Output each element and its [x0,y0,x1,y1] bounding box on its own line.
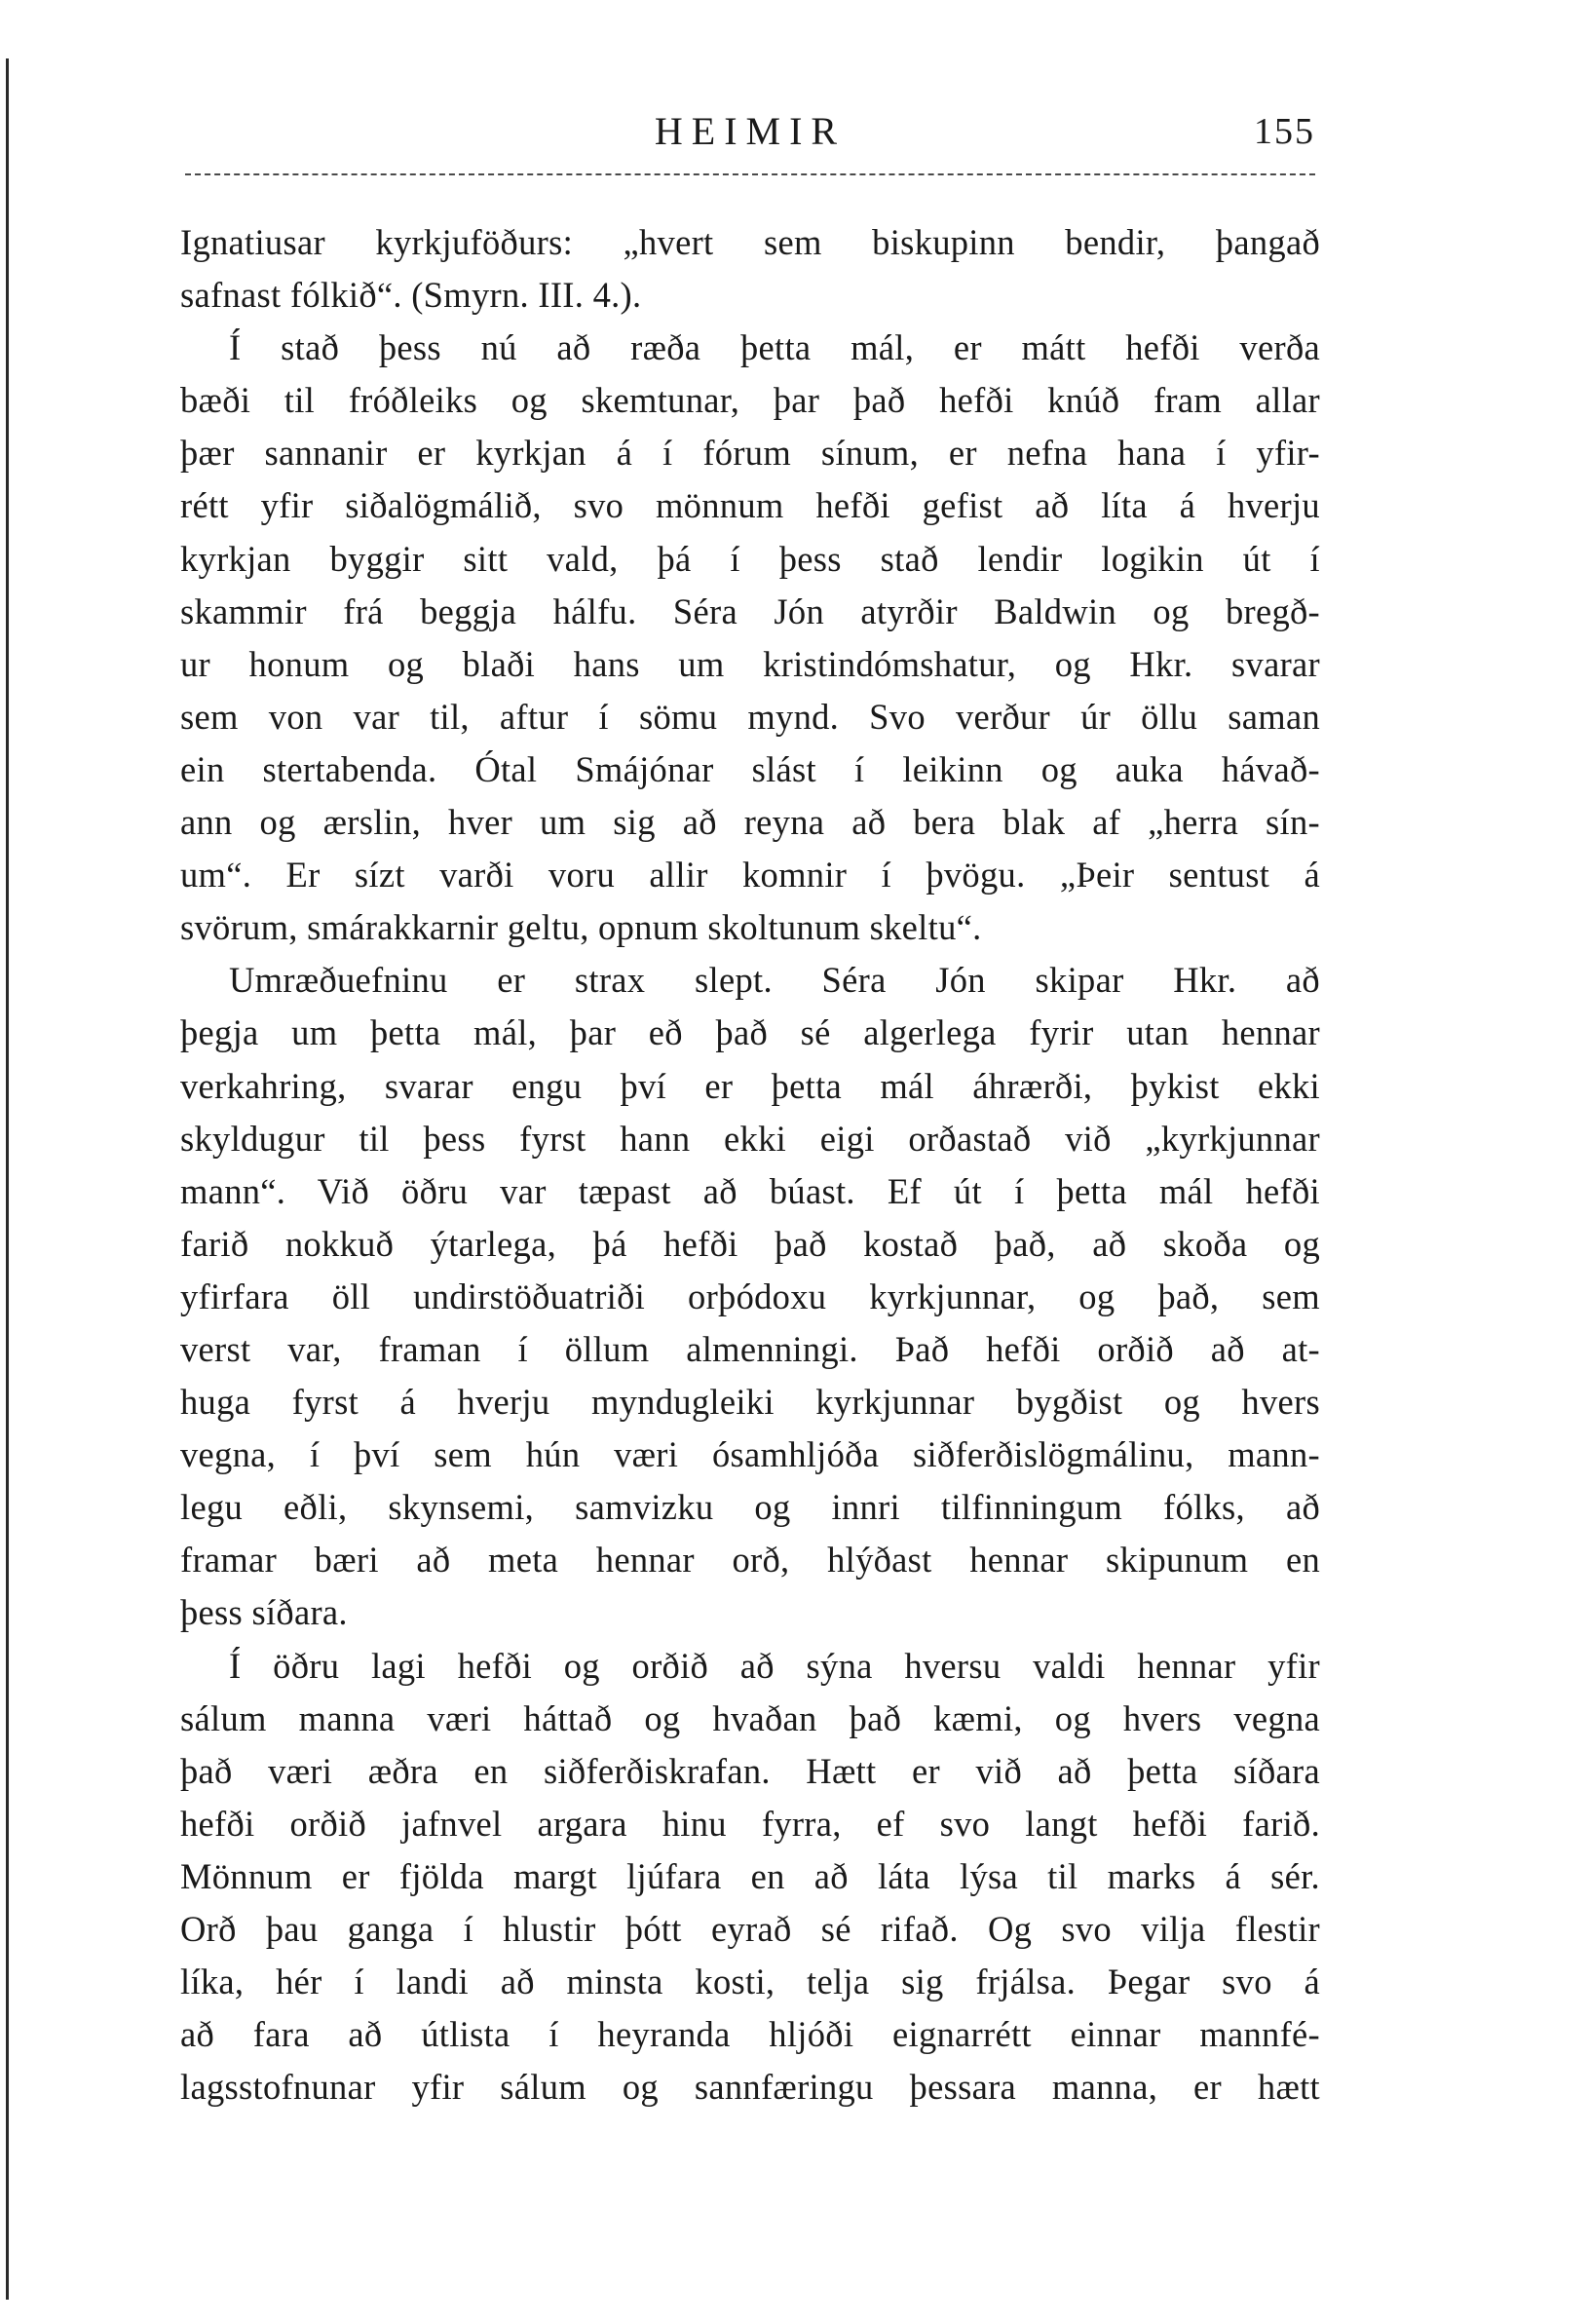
text-line: bæði til fróðleiks og skemtunar, þar það hefði knúð fram allar [180,380,1320,421]
text-line: kyrkjan byggir sitt vald, þá í þess stað lendir logikin út í [180,538,1320,579]
text-line: verst var, framan í öllum almenningi. Það hefði orðið að at- [180,1328,1320,1369]
page-number: 155 [1254,111,1315,152]
running-title: HEIMIR [654,109,847,153]
text-line: ein stertabenda. Ótal Smájónar slást í leikinn og auka hávað- [180,748,1320,789]
text-line: sem von var til, aftur í sömu mynd. Svo verður úr öllu saman [180,696,1320,737]
text-line: legu eðli, skynsemi, samvizku og innri tilfinningum fólks, að [180,1487,1320,1528]
text-line: yfirfara öll undirstöðuatriði orþódoxu kyrkjunnar, og það, sem [180,1276,1320,1316]
text-line: líka, hér í landi að minsta kosti, telja sig frjálsa. Þegar svo á [180,1962,1320,2002]
text-line: Ignatiusar kyrkjuföðurs: „hvert sem biskupinn bendir, þangað [180,222,1320,262]
text-line: svörum, smárakkarnir geltu, opnum skoltunum skeltu“. [180,907,982,948]
text-line: verkahring, svarar engu því er þetta mál áhrærði, þykist ekki [180,1065,1320,1106]
text-line: sálum manna væri háttað og hvaðan það kæmi, og hvers vegna [180,1697,1320,1738]
text-line: að fara að útlista í heyranda hljóði eignarrétt einnar mannfé- [180,2014,1320,2055]
text-line: ann og ærslin, hver um sig að reyna að bera blak af „herra sín- [180,802,1320,843]
text-line: mann“. Við öðru var tæpast að búast. Ef út í þetta mál hefði [180,1170,1320,1211]
text-line: þær sannanir er kyrkjan á í fórum sínum, er nefna hana í yfir- [180,433,1320,474]
text-line: ur honum og blaði hans um kristindómshatur, og Hkr. svarar [180,643,1320,684]
text-line: hefði orðið jafnvel argara hinu fyrra, ef svo langt hefði farið. [180,1803,1320,1844]
text-line: vegna, í því sem hún væri ósamhljóða siðferðislögmálinu, mann- [180,1434,1320,1475]
text-line: farið nokkuð ýtarlega, þá hefði það kostað það, að skoða og [180,1223,1320,1264]
page-edge-rule [6,58,9,2300]
text-line: safnast fólkið“. (Smyrn. III. 4.). [180,275,642,316]
running-header [185,102,1315,171]
text-line: Mönnum er fjölda margt ljúfara en að láta lýsa til marks á sér. [180,1855,1320,1896]
text-line: skyldugur til þess fyrst hann ekki eigi orðastað við „kyrkjunnar [180,1118,1320,1159]
text-line: þess síðara. [180,1592,348,1633]
text-line: það væri æðra en siðferðiskrafan. Hætt er við að þetta síðara [180,1750,1320,1791]
text-line: lagsstofnunar yfir sálum og sannfæringu þessara manna, er hætt [180,2067,1320,2108]
body-text [180,216,1320,2114]
text-line: skammir frá beggja hálfu. Séra Jón atyrðir Baldwin og bregð- [180,591,1320,631]
text-line: Umræðuefninu er strax slept. Séra Jón skipar Hkr. að [229,960,1320,1001]
text-line: rétt yfir siðalögmálið, svo mönnum hefði gefist að líta á hverju [180,485,1320,526]
text-line: þegja um þetta mál, þar eð það sé algerlega fyrir utan hennar [180,1012,1320,1053]
text-line: Í stað þess nú að ræða þetta mál, er mátt hefði verða [229,327,1320,368]
header-rule [185,173,1315,175]
text-line: Í öðru lagi hefði og orðið að sýna hversu valdi hennar yfir [229,1645,1320,1686]
text-line: Orð þau ganga í hlustir þótt eyrað sé rifað. Og svo vilja flestir [180,1909,1320,1949]
text-line: framar bæri að meta hennar orð, hlýðast hennar skipunum en [180,1540,1320,1581]
text-line: huga fyrst á hverju myndugleiki kyrkjunnar bygðist og hvers [180,1382,1320,1423]
text-line: um“. Er sízt varði voru allir komnir í þvögu. „Þeir sentust á [180,855,1320,895]
